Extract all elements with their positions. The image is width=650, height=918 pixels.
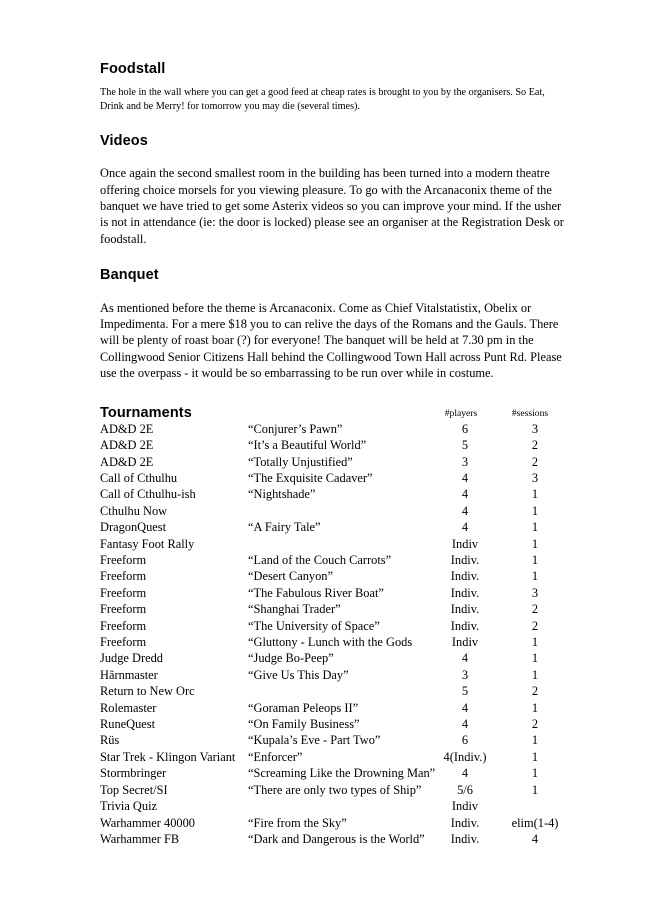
cell-sessions: 2 xyxy=(531,618,539,633)
table-row xyxy=(100,798,570,814)
cell-players: Indiv. xyxy=(450,815,480,830)
cell-players: 5 xyxy=(461,438,469,453)
cell-players: 4 xyxy=(461,487,469,502)
spacer xyxy=(100,284,570,300)
heading-banquet: Banquet xyxy=(100,267,159,284)
cell-players: Indiv. xyxy=(450,553,480,567)
cell-players: Indiv xyxy=(451,536,479,551)
cell-system: Freeform xyxy=(100,602,147,617)
cell-title: “On Family Business” xyxy=(248,717,360,732)
cell-title: “Dark and Dangerous is the World” xyxy=(248,831,425,846)
cell-system: Freeform xyxy=(100,618,147,633)
cell-title: “The University of Space” xyxy=(248,618,380,633)
cell-sessions: 1 xyxy=(531,569,539,584)
table-row xyxy=(100,552,570,568)
cell-sessions: 1 xyxy=(531,635,539,650)
cell-players: Indiv xyxy=(451,635,479,650)
cell-players: 6 xyxy=(461,733,469,748)
paragraph-foodstall: The hole in the wall where you can get a good feed at cheap rates is brought to you by the organisers. So Eat, Drink and be Merry! for tomorrow you may die (several times). xyxy=(100,87,545,112)
cell-title: “Judge Bo-Peep” xyxy=(248,651,334,666)
cell-system: Call of Cthulhu xyxy=(100,470,178,485)
cell-title: “Desert Canyon” xyxy=(248,569,333,584)
cell-title: “Screaming Like the Drowning Man” xyxy=(248,766,436,781)
cell-sessions: elim(1-4) xyxy=(511,815,559,830)
cell-players: 3 xyxy=(461,454,469,469)
cell-title xyxy=(248,503,430,519)
cell-sessions: 1 xyxy=(531,553,539,567)
cell-system: Rüs xyxy=(100,733,120,748)
cell-players: 4 xyxy=(461,651,469,666)
cell-sessions: 2 xyxy=(531,717,539,732)
cell-sessions: 3 xyxy=(531,470,539,485)
table-row xyxy=(100,454,570,470)
tournaments-section xyxy=(100,406,570,848)
cell-sessions: 2 xyxy=(531,684,539,699)
table-row xyxy=(100,716,570,732)
cell-system: Star Trek - Klingon Variant xyxy=(100,749,236,764)
cell-sessions: 1 xyxy=(531,749,539,764)
cell-title: “It’s a Beautiful World” xyxy=(248,438,367,453)
cell-title: “Enforcer” xyxy=(248,749,303,764)
cell-system: RuneQuest xyxy=(100,717,156,732)
cell-sessions: 1 xyxy=(531,503,539,518)
heading-videos: Videos xyxy=(100,133,148,150)
column-header-players: #players xyxy=(444,407,478,419)
cell-system: Call of Cthulhu-ish xyxy=(100,487,196,502)
cell-system: Stormbringer xyxy=(100,766,167,781)
cell-title: “Shanghai Trader” xyxy=(248,602,341,617)
cell-system: Rolemaster xyxy=(100,700,157,715)
table-row xyxy=(100,667,570,683)
cell-title: “The Exquisite Cadaver” xyxy=(248,470,373,485)
table-row xyxy=(100,601,570,617)
table-row xyxy=(100,618,570,634)
cell-players: Indiv xyxy=(451,799,479,814)
table-row xyxy=(100,815,570,831)
cell-players: Indiv. xyxy=(450,831,480,846)
cell-players: 3 xyxy=(461,667,469,682)
cell-title xyxy=(248,798,430,814)
cell-sessions: 3 xyxy=(531,421,539,436)
cell-title: “Land of the Couch Carrots” xyxy=(248,553,392,567)
table-row xyxy=(100,486,570,502)
tournaments-column-headers xyxy=(100,404,570,421)
cell-sessions: 1 xyxy=(531,782,539,797)
cell-players: 4 xyxy=(461,520,469,535)
cell-title: “The Fabulous River Boat” xyxy=(248,585,384,600)
cell-system: AD&D 2E xyxy=(100,454,154,469)
cell-sessions: 2 xyxy=(531,438,539,453)
cell-system: AD&D 2E xyxy=(100,438,154,453)
cell-sessions: 1 xyxy=(531,733,539,748)
cell-players: 4 xyxy=(461,766,469,781)
paragraph-banquet: As mentioned before the theme is Arcanaconix. Come as Chief Vitalstatistix, Obelix or Impedimenta. For a mere $18 you to can relive the days of the Romans and the Gauls. There will be plenty of roast boar (?) for everyone! The banquet will be held at 7.30 pm in the Collingwood Senior Citizens Hall behind the Collingwood Town Hall across Punt Rd. Please use the overpass - it would be so embarrassing to be run over while in costume. xyxy=(100,300,562,381)
cell-sessions: 3 xyxy=(531,585,539,600)
cell-system: Judge Dredd xyxy=(100,651,163,666)
cell-system: Freeform xyxy=(100,585,147,600)
cell-sessions: 1 xyxy=(531,667,539,682)
cell-system: Hârnmaster xyxy=(100,667,158,682)
cell-title: “Totally Unjustified” xyxy=(248,454,353,469)
cell-players: Indiv. xyxy=(450,618,480,633)
cell-system: Cthulhu Now xyxy=(100,503,168,518)
table-row xyxy=(100,732,570,748)
cell-players: Indiv. xyxy=(450,569,480,584)
cell-players: 4 xyxy=(461,503,469,518)
cell-players: Indiv. xyxy=(450,585,480,600)
cell-players: 4(Indiv.) xyxy=(443,749,487,764)
spacer xyxy=(100,113,570,134)
cell-title xyxy=(248,536,430,552)
table-row xyxy=(100,831,570,847)
tournaments-table-body xyxy=(100,421,570,848)
cell-title: “Nightshade” xyxy=(248,487,316,502)
table-row xyxy=(100,634,570,650)
table-row xyxy=(100,421,570,437)
cell-system: Freeform xyxy=(100,553,147,567)
cell-sessions: 1 xyxy=(531,766,539,781)
cell-system: Freeform xyxy=(100,635,147,650)
cell-sessions: 2 xyxy=(531,602,539,617)
cell-players: 4 xyxy=(461,470,469,485)
cell-title: “Goraman Peleops II” xyxy=(248,700,359,715)
table-row xyxy=(100,437,570,453)
cell-players: Indiv. xyxy=(450,602,480,617)
cell-system: Freeform xyxy=(100,569,147,584)
column-header-sessions: #sessions xyxy=(511,407,549,419)
table-row xyxy=(100,765,570,781)
cell-title: “Give Us This Day” xyxy=(248,667,349,682)
table-row xyxy=(100,568,570,584)
table-row xyxy=(100,700,570,716)
cell-sessions xyxy=(500,798,570,814)
cell-system: Return to New Orc xyxy=(100,684,195,699)
heading-foodstall: Foodstall xyxy=(100,61,166,77)
table-row xyxy=(100,585,570,601)
spacer xyxy=(100,247,570,268)
cell-system: Top Secret/SI xyxy=(100,782,168,797)
cell-sessions: 2 xyxy=(531,454,539,469)
table-row xyxy=(100,650,570,666)
cell-system: Trivia Quiz xyxy=(100,799,158,814)
cell-title: “Gluttony - Lunch with the Gods xyxy=(248,635,413,650)
table-row xyxy=(100,536,570,552)
cell-players: 4 xyxy=(461,717,469,732)
table-row xyxy=(100,749,570,765)
document-content xyxy=(100,62,570,847)
cell-title: “Conjurer’s Pawn” xyxy=(248,421,343,436)
cell-system: Warhammer 40000 xyxy=(100,815,195,830)
paragraph-videos: Once again the second smallest room in the building has been turned into a modern theatre offering choice morsels for you viewing pleasure. To go with the Arcanaconix theme of the banquet we have tried to get some Asterix videos so you can improve your mind. If the usher is not in attendance (ie: the door is locked) please see an organiser at the Registration Desk or foodstall. xyxy=(100,166,564,246)
cell-players: 5/6 xyxy=(457,782,473,797)
tournaments-table xyxy=(100,421,570,848)
cell-title xyxy=(248,683,430,699)
cell-players: 6 xyxy=(461,421,469,436)
table-row xyxy=(100,782,570,798)
cell-system: DragonQuest xyxy=(100,520,167,535)
cell-title: “Kupala’s Eve - Part Two” xyxy=(248,733,381,748)
cell-sessions: 1 xyxy=(531,520,539,535)
cell-title: “There are only two types of Ship” xyxy=(248,782,422,797)
spacer xyxy=(100,149,570,165)
table-row xyxy=(100,503,570,519)
cell-system: Warhammer FB xyxy=(100,831,180,846)
cell-sessions: 4 xyxy=(531,831,539,846)
cell-title: “A Fairy Tale” xyxy=(248,520,321,535)
cell-sessions: 1 xyxy=(531,487,539,502)
cell-sessions: 1 xyxy=(531,651,539,666)
cell-players: 5 xyxy=(461,684,469,699)
cell-sessions: 1 xyxy=(531,536,539,551)
cell-players: 4 xyxy=(461,700,469,715)
cell-system: AD&D 2E xyxy=(100,421,154,436)
spacer xyxy=(100,382,570,406)
table-row xyxy=(100,519,570,535)
table-row xyxy=(100,683,570,699)
table-row xyxy=(100,470,570,486)
cell-system: Fantasy Foot Rally xyxy=(100,536,195,551)
spacer xyxy=(100,77,570,86)
cell-sessions: 1 xyxy=(531,700,539,715)
heading-tournaments: Tournaments xyxy=(100,404,192,421)
cell-title: “Fire from the Sky” xyxy=(248,815,347,830)
